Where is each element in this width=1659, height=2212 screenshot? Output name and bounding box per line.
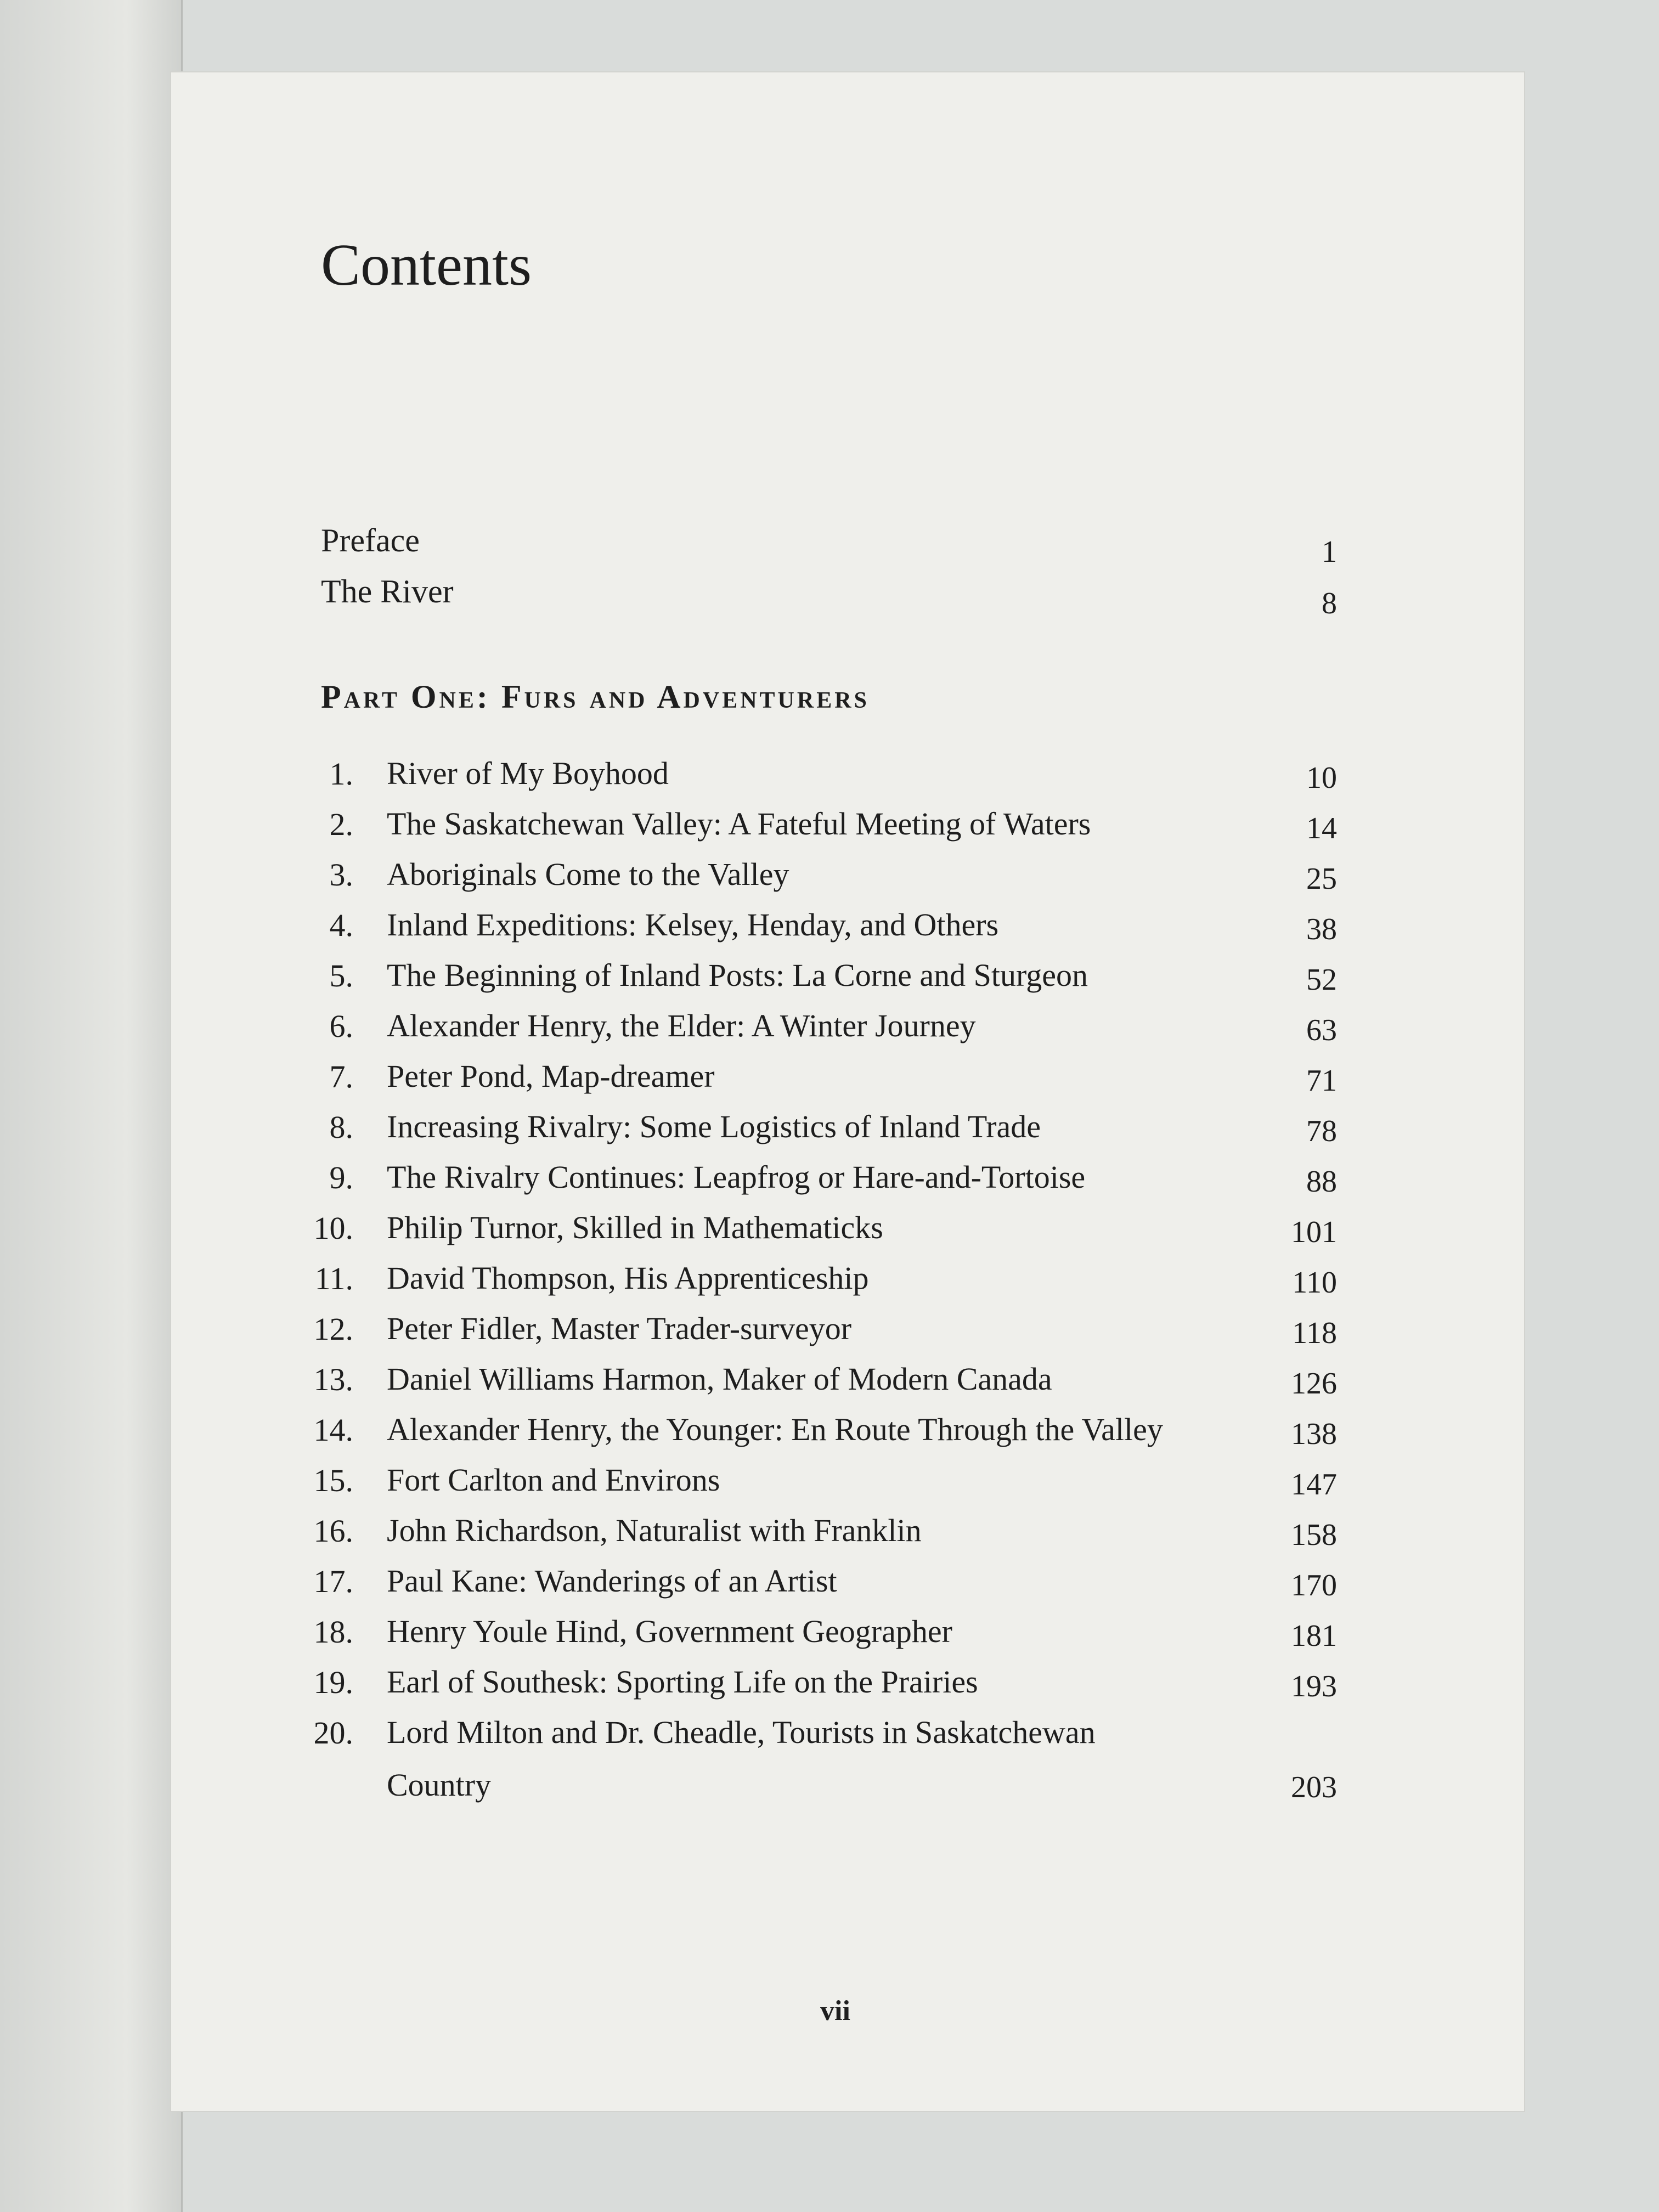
chapter-number: 5.: [329, 958, 353, 994]
chapter-number: 11.: [314, 1261, 353, 1296]
chapter-title: Daniel Williams Harmon, Maker of Modern Canada: [387, 1361, 1052, 1397]
chapter-page: 52: [1306, 963, 1337, 997]
chapter-title: David Thompson, His Apprenticeship: [387, 1260, 869, 1296]
chapter-title: The Rivalry Continues: Leapfrog or Hare-and-Tortoise: [387, 1159, 1086, 1195]
chapter-page: 203: [1291, 1770, 1337, 1804]
chapter-page: 110: [1292, 1266, 1337, 1300]
chapter-title: The Saskatchewan Valley: A Fateful Meeting of Waters: [387, 806, 1091, 842]
toc-page-preface: 1: [1322, 535, 1337, 569]
chapter-page: 118: [1292, 1316, 1337, 1350]
toc-entry-preface: Preface: [321, 522, 420, 558]
toc-entry-the-river: The River: [321, 573, 454, 610]
chapter-title: Alexander Henry, the Younger: En Route Through the Valley: [387, 1412, 1163, 1447]
chapter-number: 2.: [329, 806, 353, 842]
chapter-number: 3.: [329, 857, 353, 893]
chapter-page: 138: [1291, 1417, 1337, 1451]
chapter-title: Inland Expeditions: Kelsey, Henday, and Others: [387, 907, 999, 943]
chapter-title: Aboriginals Come to the Valley: [387, 856, 789, 892]
chapter-number: 6.: [329, 1008, 353, 1044]
chapter-title: The Beginning of Inland Posts: La Corne and Sturgeon: [387, 957, 1088, 993]
chapter-number: 10.: [313, 1210, 353, 1246]
chapter-page: 126: [1291, 1367, 1337, 1401]
chapter-page: 25: [1306, 862, 1337, 896]
chapter-page: 78: [1306, 1114, 1337, 1148]
page-number-folio: vii: [820, 1995, 850, 2027]
chapter-title: Henry Youle Hind, Government Geographer: [387, 1613, 952, 1649]
chapter-number: 12.: [313, 1311, 353, 1347]
chapter-number: 7.: [329, 1059, 353, 1094]
chapter-number: 13.: [313, 1362, 353, 1397]
chapter-number: 17.: [313, 1564, 353, 1599]
chapter-number: 19.: [313, 1664, 353, 1700]
chapter-page: 147: [1291, 1468, 1337, 1502]
chapter-title: Philip Turnor, Skilled in Mathematicks: [387, 1210, 883, 1245]
contents-title: Contents: [321, 233, 532, 298]
chapter-page: 88: [1306, 1165, 1337, 1199]
chapter-title: Fort Carlton and Environs: [387, 1462, 720, 1498]
chapter-number: 18.: [313, 1614, 353, 1650]
chapter-page: 10: [1306, 761, 1337, 795]
chapter-title: Increasing Rivalry: Some Logistics of Inland Trade: [387, 1109, 1041, 1144]
toc-page-the-river: 8: [1322, 586, 1337, 620]
chapter-page: 14: [1306, 811, 1337, 845]
chapter-page: 181: [1291, 1619, 1337, 1653]
chapter-page: 38: [1306, 912, 1337, 946]
chapter-page: 101: [1291, 1215, 1337, 1249]
chapter-number: 20.: [313, 1715, 353, 1751]
toc-row: [0, 1714, 1659, 1818]
chapter-number: 9.: [329, 1160, 353, 1195]
chapter-number: 14.: [313, 1412, 353, 1448]
chapter-number: 16.: [313, 1513, 353, 1549]
chapter-title: Lord Milton and Dr. Cheadle, Tourists in Saskatchewan Country: [387, 1714, 1096, 1803]
chapter-page: 71: [1306, 1064, 1337, 1098]
chapter-title: Alexander Henry, the Elder: A Winter Journey: [387, 1008, 976, 1043]
chapter-number: 1.: [329, 756, 353, 792]
chapter-number: 8.: [329, 1109, 353, 1145]
chapter-title: Earl of Southesk: Sporting Life on the Prairies: [387, 1664, 978, 1700]
chapter-title: River of My Boyhood: [387, 755, 669, 791]
chapter-title: Paul Kane: Wanderings of an Artist: [387, 1563, 837, 1599]
chapter-number: 4.: [329, 907, 353, 943]
chapter-page: 158: [1291, 1518, 1337, 1552]
chapter-title: John Richardson, Naturalist with Franklin: [387, 1513, 922, 1548]
chapter-title: Peter Fidler, Master Trader-surveyor: [387, 1311, 852, 1346]
part-one-heading: Part One: Furs and Adventurers: [321, 679, 870, 715]
chapter-page: 170: [1291, 1568, 1337, 1602]
chapter-number: 15.: [313, 1463, 353, 1498]
chapter-page: 63: [1306, 1013, 1337, 1047]
chapter-title: Peter Pond, Map-dreamer: [387, 1058, 715, 1094]
chapter-page: 193: [1291, 1669, 1337, 1703]
